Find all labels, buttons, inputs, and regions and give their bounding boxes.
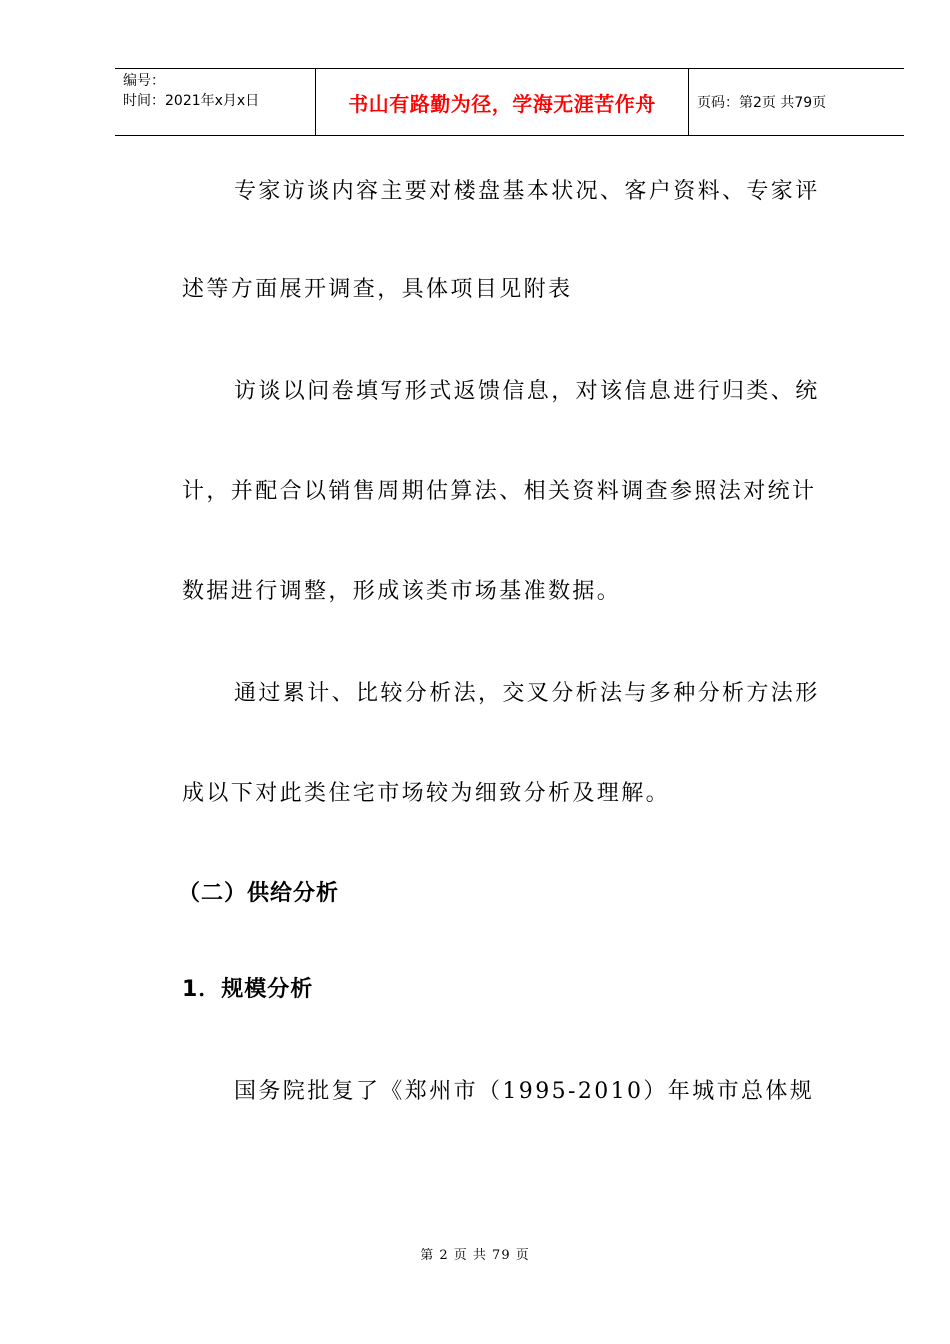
- body-line: 成以下对此类住宅市场较为细致分析及理解。: [182, 781, 671, 806]
- header-motto: 书山有路勤为径，学海无涯苦作舟: [348, 91, 656, 116]
- time-text: 时间：2021年x月x日: [123, 93, 260, 109]
- header-page-code-cell: [689, 69, 904, 135]
- body-line: 述等方面展开调查，具体项目见附表: [182, 277, 573, 302]
- page-header: [115, 68, 904, 136]
- body-line: 数据进行调整，形成该类市场基准数据。: [182, 579, 622, 604]
- body-line: 通过累计、比较分析法，交叉分析法与多种分析方法形: [234, 681, 820, 706]
- serial-label: 编号：: [123, 73, 165, 89]
- body-line: 专家访谈内容主要对楼盘基本状况、客户资料、专家评: [234, 179, 820, 204]
- body-line: 计，并配合以销售周期估算法、相关资料调查参照法对统计: [182, 479, 817, 504]
- header-motto-cell: [315, 69, 689, 135]
- section-heading: （二）供给分析: [178, 881, 340, 906]
- header-page-code: 页码：第2页 共79页: [697, 95, 827, 111]
- header-meta: [115, 69, 315, 135]
- sub-heading: 1．规模分析: [182, 977, 314, 1002]
- body-line: 访谈以问卷填写形式返馈信息，对该信息进行归类、统: [234, 379, 820, 404]
- body-line-last: 国务院批复了《郑州市（1995-2010）年城市总体规: [234, 1079, 815, 1104]
- page-footer: 第 2 页 共 79 页: [420, 1248, 530, 1263]
